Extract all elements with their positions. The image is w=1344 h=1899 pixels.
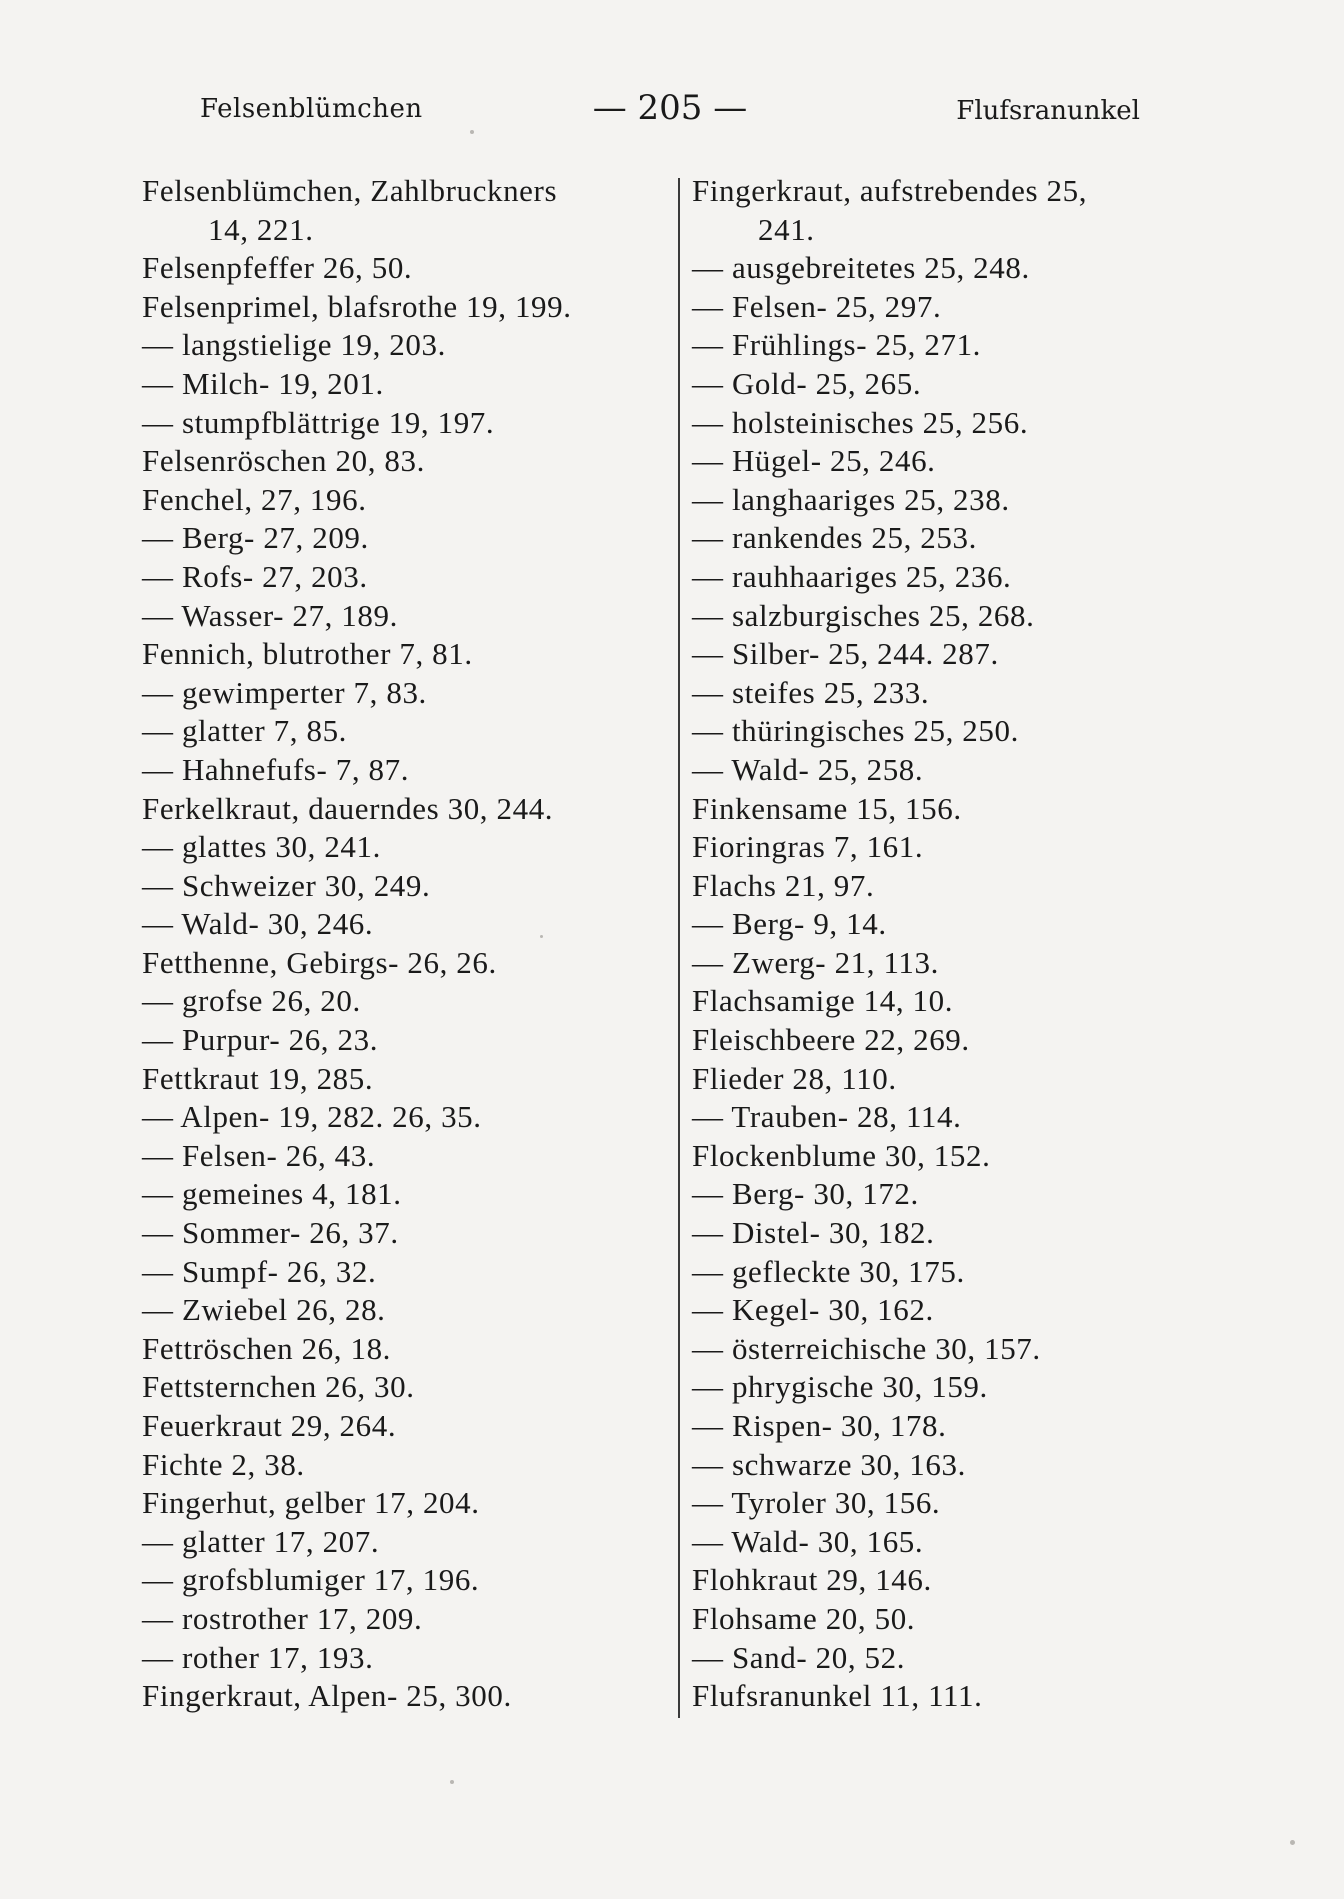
index-entry: Fingerkraut, Alpen- 25, 300. [142, 1678, 512, 1714]
index-entry: Finkensame 15, 156. [692, 790, 962, 826]
index-entry: Fleischbeere 22, 269. [692, 1022, 970, 1058]
index-subentry: — thüringisches 25, 250. [692, 713, 1019, 749]
column-divider [678, 178, 680, 1718]
page-header [200, 88, 1140, 138]
page-number: — 205 — [592, 88, 748, 128]
index-entry-continuation: 241. [758, 211, 815, 247]
index-subentry: — holsteinisches 25, 256. [692, 404, 1029, 440]
index-entry: Fingerkraut, aufstrebendes 25, [692, 173, 1088, 208]
paper-speck [450, 1780, 454, 1784]
index-subentry: — Zwiebel 26, 28. [142, 1292, 386, 1328]
index-subentry: — grofse 26, 20. [142, 983, 361, 1019]
index-subentry: — Zwerg- 21, 113. [692, 944, 939, 980]
index-entry: Fettröschen 26, 18. [142, 1330, 392, 1366]
index-entry: Flohkraut 29, 146. [692, 1562, 932, 1598]
index-subentry: — ausgebreitetes 25, 248. [692, 250, 1030, 286]
left-index-column [142, 172, 662, 1716]
index-subentry: — Distel- 30, 182. [692, 1215, 935, 1251]
index-entry: Ferkelkraut, dauerndes 30, 244. [142, 790, 554, 826]
index-entry: Fichte 2, 38. [142, 1446, 305, 1482]
index-subentry: — rankendes 25, 253. [692, 520, 977, 556]
index-entry: Flockenblume 30, 152. [692, 1137, 991, 1173]
index-subentry: — Felsen- 25, 297. [692, 288, 942, 324]
index-entry: Felsenröschen 20, 83. [142, 443, 425, 479]
index-subentry: — grofsblumiger 17, 196. [142, 1562, 480, 1598]
index-entry-continuation: 14, 221. [208, 211, 314, 247]
index-subentry: — Sommer- 26, 37. [142, 1215, 399, 1251]
index-subentry: — Wald- 30, 165. [692, 1523, 924, 1559]
index-entry: Fennich, blutrother 7, 81. [142, 636, 473, 672]
paper-speck [540, 935, 543, 938]
index-subentry: — glatter 7, 85. [142, 713, 348, 749]
index-subentry: — Wald- 30, 246. [142, 906, 374, 942]
index-subentry: — Hügel- 25, 246. [692, 443, 936, 479]
index-subentry: — langstielige 19, 203. [142, 327, 446, 363]
index-entry: Fetthenne, Gebirgs- 26, 26. [142, 944, 497, 980]
index-subentry: — Schweizer 30, 249. [142, 867, 431, 903]
index-subentry: — glatter 17, 207. [142, 1523, 380, 1559]
index-subentry: — Gold- 25, 265. [692, 365, 922, 401]
index-subentry: — Silber- 25, 244. 287. [692, 636, 999, 672]
index-entry: Fettsternchen 26, 30. [142, 1369, 415, 1405]
index-subentry: — glattes 30, 241. [142, 829, 381, 865]
index-subentry: — Sand- 20, 52. [692, 1639, 906, 1675]
index-subentry: — stumpfblättrige 19, 197. [142, 404, 495, 440]
index-subentry: — rostrother 17, 209. [142, 1600, 423, 1636]
header-left-catchword: Felsenblümchen [200, 94, 423, 124]
index-subentry: — Frühlings- 25, 271. [692, 327, 982, 363]
index-entry: Flohsame 20, 50. [692, 1600, 916, 1636]
index-entry: Flachsamige 14, 10. [692, 983, 954, 1019]
index-entry: Fettkraut 19, 285. [142, 1060, 374, 1096]
index-subentry: — gefleckte 30, 175. [692, 1253, 965, 1289]
index-subentry: — rauhhaariges 25, 236. [692, 558, 1012, 594]
index-entry: Felsenprimel, blafsrothe 19, 199. [142, 288, 572, 324]
index-entry: Flieder 28, 110. [692, 1060, 897, 1096]
right-index-column [692, 172, 1232, 1716]
index-entry: Fingerhut, gelber 17, 204. [142, 1485, 480, 1521]
index-entry: Fenchel, 27, 196. [142, 481, 367, 517]
index-subentry: — Wasser- 27, 189. [142, 597, 398, 633]
index-subentry: — Berg- 30, 172. [692, 1176, 919, 1212]
index-subentry: — Rofs- 27, 203. [142, 558, 368, 594]
index-subentry: — Rispen- 30, 178. [692, 1408, 947, 1443]
index-subentry: — salzburgisches 25, 268. [692, 597, 1035, 633]
index-subentry: — Hahnefufs- 7, 87. [142, 751, 410, 787]
index-entry: Flufsranunkel 11, 111. [692, 1678, 983, 1714]
index-entry: Flachs 21, 97. [692, 867, 875, 903]
index-subentry: — österreichische 30, 157. [692, 1330, 1041, 1366]
paper-speck [1290, 1840, 1295, 1845]
index-subentry: — gewimperter 7, 83. [142, 674, 427, 710]
header-right-catchword: Flufsranunkel [956, 96, 1140, 126]
index-subentry: — Tyroler 30, 156. [692, 1485, 941, 1521]
index-entry: Felsenblümchen, Zahlbruckners [142, 173, 558, 208]
index-subentry: — langhaariges 25, 238. [692, 481, 1010, 517]
index-entry: Fioringras 7, 161. [692, 829, 924, 865]
index-subentry: — Sumpf- 26, 32. [142, 1253, 377, 1289]
index-subentry: — steifes 25, 233. [692, 674, 930, 710]
index-subentry: — gemeines 4, 181. [142, 1176, 402, 1212]
paper-speck [470, 130, 474, 134]
index-subentry: — Alpen- 19, 282. 26, 35. [142, 1099, 482, 1135]
index-subentry: — Purpur- 26, 23. [142, 1022, 379, 1058]
index-subentry: — Milch- 19, 201. [142, 365, 384, 401]
index-subentry: — Felsen- 26, 43. [142, 1137, 376, 1173]
index-subentry: — Berg- 27, 209. [142, 520, 369, 556]
index-subentry: — rother 17, 193. [142, 1639, 374, 1675]
index-subentry: — Wald- 25, 258. [692, 751, 924, 787]
index-subentry: — Trauben- 28, 114. [692, 1099, 962, 1135]
index-entry: Felsenpfeffer 26, 50. [142, 250, 413, 286]
index-subentry: — schwarze 30, 163. [692, 1446, 966, 1482]
index-subentry: — phrygische 30, 159. [692, 1369, 988, 1405]
index-entry: Feuerkraut 29, 264. [142, 1408, 397, 1443]
index-subentry: — Kegel- 30, 162. [692, 1292, 934, 1328]
index-subentry: — Berg- 9, 14. [692, 906, 887, 942]
